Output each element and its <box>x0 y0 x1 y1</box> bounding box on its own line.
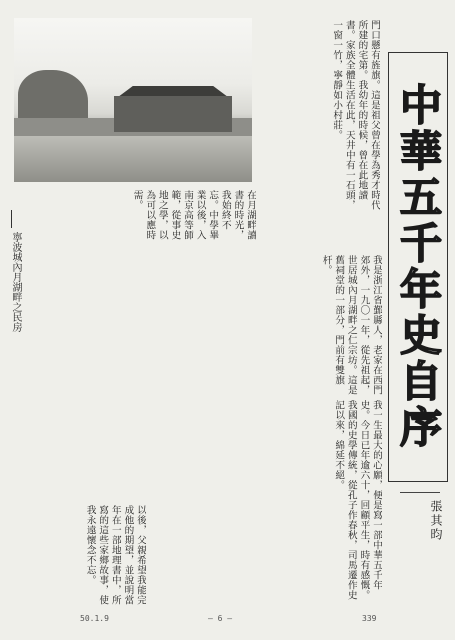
divider-line <box>400 492 440 493</box>
footer-right-number: 339 <box>362 614 377 623</box>
text-body-lower-left: 以後，父親希望我能完成他的期望，並說明當年在一部地理書中，所寫的這些家鄉故事，使我永遠懷念不忘。 <box>84 505 146 605</box>
photo-ground <box>14 136 252 182</box>
photo-caption: 寧波城內月湖畔之民房 <box>10 232 21 332</box>
footer-page-number: — 6 — <box>208 614 233 623</box>
caption-dash <box>11 210 12 228</box>
text-body-middle: 我是浙江省鄞縣人，老家在西門郊外，一九〇一年，從先祖起，世居城內月湖畔之仁宗坊。這是舊祠堂的一部分，門前有雙旗杆。 <box>320 255 382 395</box>
title-box <box>388 52 448 482</box>
text-body-lower: 我一生最大的心願，便是寫一部中華五千年史。今日已年逾六十，回顧平生，時有感慨。我國的史學傳統，從孔子作春秋，司馬遷作史記以來，綿延不絕。 <box>333 400 382 600</box>
page-title: 中華五千年史自序 <box>394 83 443 451</box>
author-name: 張其昀 <box>429 500 443 542</box>
text-upper-left: 在月湖畔讀書的時光，我始終不忘。中學畢業以後，入南京高等師範，從事史地之學，以為可以應時需。 <box>131 190 256 240</box>
text-upper-middle: 門口懸有旌旗。這是祖父曾在學為秀才時代所建的宅第。我幼年的時候，曾在此地讀書。家族全體生活在此，天井中有一石頭，一窗一竹，寧靜如小村莊。 <box>331 20 380 210</box>
photo-old-house <box>14 18 252 182</box>
photo-building <box>114 96 232 132</box>
footer-date: 50.1.9 <box>80 614 109 623</box>
